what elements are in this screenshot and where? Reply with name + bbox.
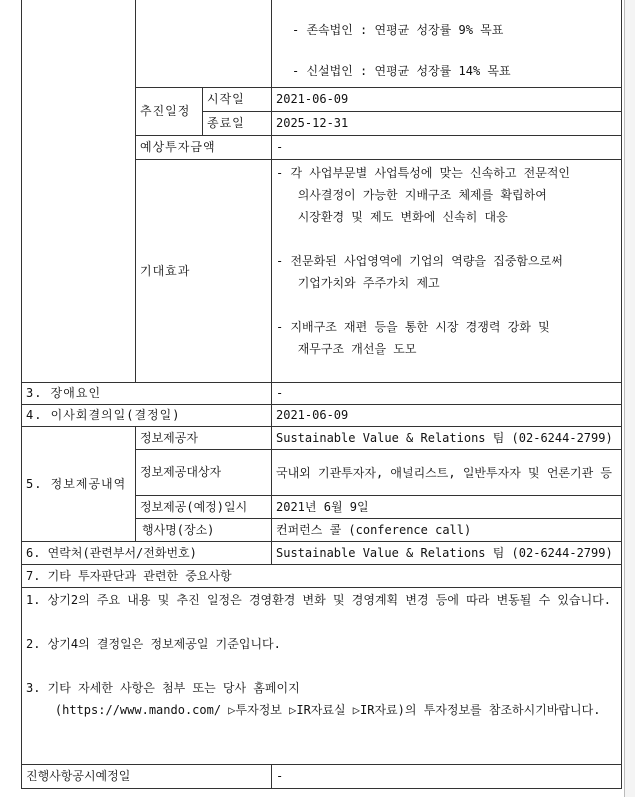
empty-subcategory-cell	[136, 0, 272, 88]
target-label: 정보제공대상자	[136, 450, 272, 496]
event-label: 행사명(장소)	[136, 519, 272, 542]
progress-disclosure-row	[22, 765, 622, 789]
investment-value: -	[272, 136, 622, 160]
provider-label: 정보제공자	[136, 427, 272, 450]
progress-disclosure-value: -	[272, 765, 622, 789]
effect-value: - 각 사업부문별 사업특성에 맞는 신속하고 전문적인 의사결정이 가능한 지배구조 체제를 확립하여 시장환경 및 제도 변화에 신속히 대응 - 전문화된 사업영역에 기업의 역량을 집중함으로써 기업가치와 주주가치 제고 - 지배구조 재편 등을 통한 시장 경쟁력 강화 및 재무구조 개선을 도모	[272, 160, 622, 383]
provision-date-label: 정보제공(예정)일시	[136, 496, 272, 519]
end-date-value: 2025-12-31	[272, 112, 622, 136]
other-matters-text: 1. 상기2의 주요 내용 및 추진 일정은 경영환경 변화 및 경영계획 변경 등에 따라 변동될 수 있습니다. 2. 상기4의 결정일은 정보제공일 기준입니다. 3. 기타 자세한 사항은 첨부 또는 당사 홈페이지 (https://www.mando.com/ ▷투자정보 ▷IR자료실 ▷IR자료)의 투자정보를 참조하시기바랍니다.	[22, 588, 622, 765]
effect-label: 기대효과	[136, 160, 272, 383]
contact-value: Sustainable Value & Relations 팀 (02-6244-2799)	[272, 542, 622, 565]
contact-row	[22, 542, 622, 565]
start-date-value: 2021-06-09	[272, 88, 622, 112]
end-date-label: 종료일	[203, 112, 272, 136]
empty-category-cell	[22, 0, 136, 383]
investment-label: 예상투자금액	[136, 136, 272, 160]
disclosure-table	[21, 0, 622, 789]
other-matters-body-row	[22, 588, 622, 765]
start-date-label: 시작일	[203, 88, 272, 112]
provider-row	[22, 427, 622, 450]
content-continuation-row	[22, 0, 622, 88]
other-matters-header-row	[22, 565, 622, 588]
provision-date-value: 2021년 6월 9일	[272, 496, 622, 519]
board-resolution-row	[22, 405, 622, 427]
target-value: 국내외 기관투자자, 애널리스트, 일반투자자 및 언론기관 등	[272, 450, 622, 496]
schedule-label: 추진일정	[136, 88, 203, 136]
event-value: 컨퍼런스 콜 (conference call)	[272, 519, 622, 542]
contact-label: 6. 연락처(관련부서/전화번호)	[22, 542, 272, 565]
info-provision-label: 5. 정보제공내역	[22, 427, 136, 542]
content-continuation-cell	[272, 0, 622, 88]
obstacle-row	[22, 383, 622, 405]
board-resolution-label: 4. 이사회결의일(결정일)	[22, 405, 272, 427]
new-company-growth-text: - 신설법인 : 연평균 성장률 14% 목표	[292, 64, 511, 79]
board-resolution-value: 2021-06-09	[272, 405, 622, 427]
vertical-scrollbar[interactable]	[624, 0, 635, 797]
provider-value: Sustainable Value & Relations 팀 (02-6244-2799)	[272, 427, 622, 450]
subsidiary-growth-text: - 존속법인 : 연평균 성장률 9% 목표	[292, 23, 504, 37]
obstacle-value: -	[272, 383, 622, 405]
progress-disclosure-label: 진행사항공시예정일	[22, 765, 272, 789]
obstacle-label: 3. 장애요인	[22, 383, 272, 405]
other-matters-label: 7. 기타 투자판단과 관련한 중요사항	[22, 565, 622, 588]
